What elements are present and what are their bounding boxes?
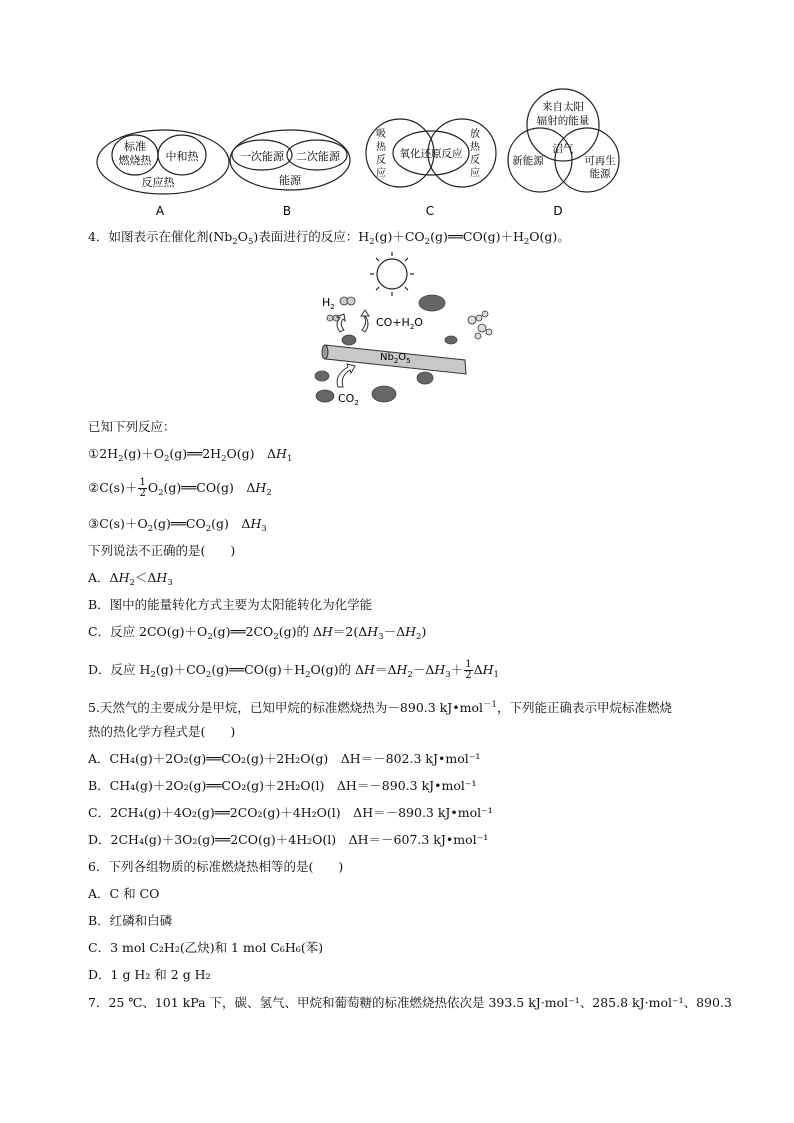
- co2-label: $CO_2$: [338, 392, 359, 407]
- q4-option-d[interactable]: D．反应 $H_2(g)+CO_2(g)══CO(g)+H_2O(g)$的 $\Delta H=\Delta H_2-\Delta H_3+$ $\frac{1}{2}$ $\Delta H_1$: [88, 659, 499, 681]
- diagram-c-right-2: 热: [470, 142, 480, 153]
- diagram-c-left-2: 热: [376, 142, 386, 153]
- diagram-c-right-3: 反: [470, 155, 480, 166]
- q4-stem: 4．如图表示在催化剂$(Nb_2O_5)$表面进行的反应：$H_2(g)+CO_2(g)══CO(g)+H_2O(g)$。: [88, 229, 570, 247]
- diagram-a-outer: 反应热: [141, 176, 175, 189]
- reaction-3: $③C(s)+O_2(g)══CO_2(g)$ $\Delta H_3$: [88, 516, 267, 534]
- q5-option-b[interactable]: B．CH₄(g)＋2O₂(g)══CO₂(g)＋2H₂O(l) ΔH＝－890.3 kJ•mol⁻¹: [88, 778, 477, 793]
- q7-stem: 7．25 ℃、101 kPa 下，碳、氢气、甲烷和葡萄糖的标准燃烧热依次是 393.5 kJ·mol⁻¹、285.8 kJ·mol⁻¹、890.3: [88, 995, 732, 1010]
- reaction-2: ②C(s)＋ $\frac{1}{2}$ $O_2(g)══CO(g)$ $\Delta H_2$: [88, 477, 272, 499]
- known-reactions-heading: 已知下列反应：: [88, 419, 176, 434]
- q4-option-b[interactable]: B．图中的能量转化方式主要为太阳能转化为化学能: [88, 597, 373, 612]
- diagram-a-inner-right: 中和热: [165, 150, 199, 163]
- diagram-b-outer: 能源: [279, 174, 301, 187]
- diagram-d-tag: D: [553, 204, 563, 218]
- diagram-c-left-1: 吸: [376, 129, 386, 140]
- diagram-b: [230, 130, 350, 218]
- q5-stem-line2: 热的热化学方程式是( ): [88, 724, 236, 739]
- q6-option-d[interactable]: D．1 g H₂ 和 2 g H₂: [88, 967, 211, 982]
- q6-option-a[interactable]: A．C 和 CO: [88, 886, 160, 901]
- sun-icon: [370, 252, 414, 296]
- diagram-a-inner-left-2: 燃烧热: [118, 154, 152, 167]
- reaction-1: $①2H_2(g)+O_2(g)══2H_2O(g)$ $\Delta H_1$: [88, 446, 293, 464]
- diagram-c: [366, 119, 496, 218]
- product-molecules: [468, 311, 492, 339]
- diagram-b-tag: B: [282, 204, 292, 218]
- diagram-b-right: 二次能源: [296, 150, 340, 163]
- diagram-c-right-4: 应: [470, 168, 480, 179]
- diagram-a-tag: A: [155, 204, 165, 218]
- diagram-d-center: 沼气: [552, 143, 574, 155]
- diagram-d-top-1: 来自太阳: [542, 101, 584, 113]
- q6-option-b[interactable]: B．红磷和白磷: [88, 913, 173, 928]
- q5-option-c[interactable]: C．2CH₄(g)＋4O₂(g)══2CO₂(g)＋4H₂O(l) ΔH＝－890.3 kJ•mol⁻¹: [88, 805, 493, 820]
- q5-option-a[interactable]: A．CH₄(g)＋2O₂(g)══CO₂(g)＋2H₂O(g) ΔH＝－802.3 kJ•mol⁻¹: [88, 751, 481, 766]
- q4-option-a[interactable]: A．$\Delta H_2<\Delta H_3$: [88, 570, 173, 588]
- diagram-a-inner-left-1: 标准: [124, 140, 146, 153]
- diagram-d-right-1: 可再生: [584, 155, 616, 167]
- q6-stem: 6．下列各组物质的标准燃烧热相等的是( ): [88, 859, 344, 874]
- q4-ask: 下列说法不正确的是( ): [88, 543, 236, 558]
- h2-label: $H_2$: [322, 296, 335, 311]
- catalyst-figure: [0, 252, 794, 412]
- diagram-c-left-3: 反: [376, 155, 386, 166]
- q6-option-c[interactable]: C．3 mol C₂H₂(乙炔)和 1 mol C₆H₆(苯): [88, 940, 324, 955]
- diagram-b-left: 一次能源: [240, 150, 284, 163]
- diagram-c-left-4: 应: [376, 168, 386, 179]
- diagram-c-tag: C: [425, 204, 435, 218]
- q4-option-c[interactable]: C．反应 $2CO(g)+O_2(g)══2CO_2(g)$的 $\Delta H=2(\Delta H_3-\Delta H_2)$: [88, 624, 427, 642]
- catalyst-label: $Nb_2O_5$: [380, 352, 411, 365]
- diagram-d-right-2: 能源: [589, 168, 611, 180]
- q5-option-d[interactable]: D．2CH₄(g)＋3O₂(g)══2CO(g)＋4H₂O(l) ΔH＝－607.3 kJ•mol⁻¹: [88, 832, 489, 847]
- products-label: $CO+H_2O$: [376, 316, 423, 331]
- fraction-half: $\frac{1}{2}$: [465, 659, 472, 681]
- diagram-d-top-2: 辐射的能量: [536, 115, 590, 127]
- diagram-a: [97, 130, 229, 218]
- diagram-d: [508, 89, 619, 218]
- q5-stem-line1: 5.天然气的主要成分是甲烷，已知甲烷的标准燃烧热为－890.3 kJ•mol$^{-1}$，下列能正确表示甲烷标准燃烧: [88, 700, 672, 715]
- fraction-half: $\frac{1}{2}$: [139, 477, 146, 499]
- diagram-d-left: 新能源: [512, 155, 544, 167]
- concept-diagrams: [0, 0, 794, 230]
- diagram-c-right-1: 放: [470, 129, 480, 140]
- diagram-c-center: 氧化还原反应: [399, 148, 463, 160]
